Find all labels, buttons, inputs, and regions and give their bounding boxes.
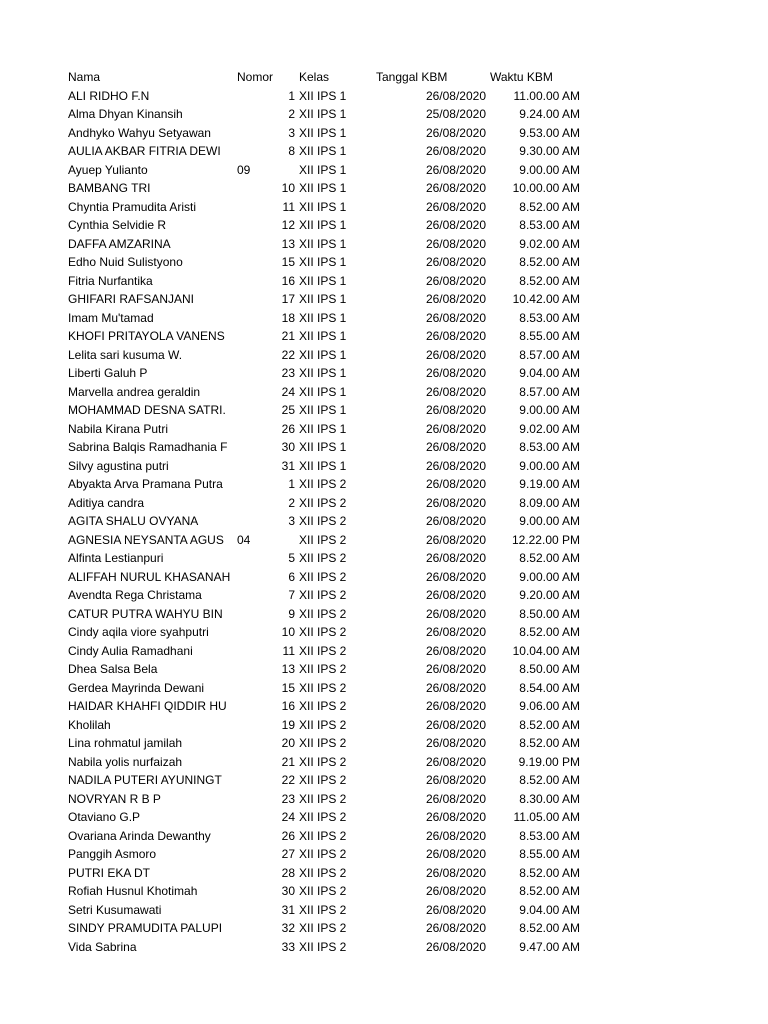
cell-kelas: XII IPS 1 (299, 162, 347, 177)
cell-tanggal: 26/08/2020 (425, 310, 486, 325)
cell-nomor: 21 (281, 754, 295, 769)
cell-tanggal: 26/08/2020 (425, 921, 486, 935)
cell-nomor: 23 (281, 366, 295, 380)
cell-nomor: 9 (288, 606, 295, 621)
cell-nama: Dhea Salsa Bela (68, 662, 158, 676)
header-waktu: Waktu KBM (490, 70, 553, 84)
cell-nama: Cynthia Selvidie R (68, 218, 167, 232)
table-row (68, 272, 588, 291)
cell-nomor: 26 (281, 421, 295, 436)
cell-tanggal: 26/08/2020 (425, 199, 486, 214)
cell-nomor: 1 (288, 477, 295, 491)
cell-waktu: 8.52.00 AM (519, 865, 580, 880)
cell-kelas: XII IPS 2 (299, 680, 347, 695)
cell-waktu: 8.09.00 AM (519, 495, 580, 510)
cell-nomor: 09 (237, 162, 251, 177)
cell-nomor: 13 (281, 662, 295, 676)
cell-nama: PUTRI EKA DT (68, 865, 151, 880)
cell-kelas: XII IPS 1 (299, 403, 347, 417)
cell-nomor: 20 (281, 736, 295, 750)
cell-nama: Setri Kusumawati (68, 902, 162, 917)
cell-nomor: 24 (281, 810, 295, 824)
cell-tanggal: 26/08/2020 (425, 366, 486, 380)
cell-nama: Ayuep Yulianto (68, 162, 148, 177)
table-row (68, 438, 588, 457)
cell-kelas: XII IPS 2 (299, 662, 347, 676)
cell-nama: Avendta Rega Christama (68, 588, 202, 602)
table-row (68, 420, 588, 439)
cell-waktu: 9.00.00 AM (519, 514, 580, 528)
cell-nomor: 23 (281, 791, 295, 806)
cell-waktu: 8.57.00 AM (519, 347, 580, 362)
cell-kelas: XII IPS 1 (299, 273, 347, 288)
cell-nama: Gerdea Mayrinda Dewani (68, 680, 205, 695)
table-row (68, 882, 588, 901)
cell-nama: HAIDAR KHAHFI QIDDIR HU (68, 699, 227, 713)
cell-kelas: XII IPS 2 (299, 495, 347, 510)
table-row (68, 198, 588, 217)
cell-nomor: 31 (281, 902, 295, 917)
cell-nama: Rofiah Husnul Khotimah (68, 884, 198, 898)
cell-tanggal: 26/08/2020 (425, 847, 486, 861)
table-row (68, 290, 588, 309)
header-nama: Nama (68, 70, 101, 84)
cell-nama: Cindy aqila viore syahputri (68, 625, 209, 639)
cell-nama: ALIFFAH NURUL KHASANAH (68, 569, 231, 584)
table-row (68, 105, 588, 124)
cell-waktu: 9.04.00 AM (519, 902, 580, 917)
header-nomor: Nomor (237, 70, 274, 84)
table-row (68, 179, 588, 198)
cell-waktu: 9.19.00 AM (519, 477, 580, 491)
cell-nomor: 33 (281, 939, 295, 954)
cell-kelas: XII IPS 2 (299, 477, 347, 491)
cell-waktu: 12.22.00 PM (511, 532, 580, 547)
cell-waktu: 11.00.00 AM (513, 88, 580, 103)
cell-nomor: 19 (281, 717, 295, 732)
cell-tanggal: 26/08/2020 (425, 292, 486, 306)
cell-nama: Lina rohmatul jamilah (68, 736, 183, 750)
cell-nomor: 11 (282, 199, 295, 214)
cell-waktu: 9.53.00 AM (519, 125, 580, 140)
cell-nama: NADILA PUTERI AYUNINGT (68, 773, 222, 787)
cell-nama: ALI RIDHO F.N (68, 88, 150, 103)
cell-nama: Edho Nuid Sulistyono (68, 255, 183, 269)
cell-nama: NOVRYAN R B P (68, 791, 161, 806)
cell-nama: Andhyko Wahyu Setyawan (68, 125, 211, 140)
cell-tanggal: 26/08/2020 (425, 828, 486, 843)
table-row (68, 771, 588, 790)
cell-tanggal: 26/08/2020 (425, 754, 486, 769)
cell-kelas: XII IPS 1 (299, 347, 347, 362)
cell-nomor: 25 (281, 403, 295, 417)
cell-nomor: 30 (281, 440, 295, 454)
cell-kelas: XII IPS 2 (299, 532, 347, 547)
table-row (68, 605, 588, 624)
table-row (68, 716, 588, 735)
table-row (68, 660, 588, 679)
cell-nomor: 18 (281, 310, 295, 325)
cell-tanggal: 26/08/2020 (425, 347, 486, 362)
cell-waktu: 9.02.00 AM (519, 236, 580, 251)
table-row (68, 753, 588, 772)
cell-tanggal: 26/08/2020 (425, 884, 486, 898)
cell-nama: Cindy Aulia Ramadhani (68, 643, 193, 658)
cell-nama: MOHAMMAD DESNA SATRI. (68, 403, 226, 417)
cell-nama: Panggih Asmoro (68, 847, 157, 861)
cell-tanggal: 26/08/2020 (425, 477, 486, 491)
cell-kelas: XII IPS 1 (299, 366, 347, 380)
table-row (68, 679, 588, 698)
table-row (68, 864, 588, 883)
cell-waktu: 8.55.00 AM (519, 847, 580, 861)
cell-tanggal: 26/08/2020 (425, 865, 486, 880)
table-row (68, 475, 588, 494)
table-row (68, 142, 588, 161)
cell-tanggal: 26/08/2020 (425, 902, 486, 917)
cell-tanggal: 26/08/2020 (425, 495, 486, 510)
cell-waktu: 8.52.00 AM (519, 736, 580, 750)
cell-nama: Chyntia Pramudita Aristi (68, 199, 197, 214)
cell-kelas: XII IPS 1 (299, 144, 347, 158)
cell-kelas: XII IPS 2 (299, 569, 347, 584)
cell-nomor: 22 (281, 773, 295, 787)
cell-nama: KHOFI PRITAYOLA VANENS (68, 329, 225, 343)
cell-waktu: 9.20.00 AM (519, 588, 580, 602)
cell-tanggal: 26/08/2020 (425, 181, 486, 195)
header-row (68, 68, 588, 87)
cell-kelas: XII IPS 1 (299, 421, 347, 436)
cell-nomor: 6 (288, 569, 295, 584)
cell-nomor: 32 (281, 921, 295, 935)
cell-waktu: 8.52.00 AM (519, 717, 580, 732)
cell-kelas: XII IPS 1 (299, 199, 347, 214)
cell-tanggal: 26/08/2020 (425, 810, 486, 824)
cell-waktu: 9.47.00 AM (519, 939, 580, 954)
cell-kelas: XII IPS 2 (299, 606, 347, 621)
cell-kelas: XII IPS 1 (299, 236, 347, 251)
cell-nama: CATUR PUTRA WAHYU BIN (68, 606, 223, 621)
cell-nomor: 28 (281, 865, 295, 880)
cell-kelas: XII IPS 1 (299, 384, 347, 399)
cell-nomor: 27 (281, 847, 295, 861)
cell-nomor: 16 (281, 699, 295, 713)
cell-kelas: XII IPS 1 (299, 107, 347, 121)
cell-tanggal: 26/08/2020 (425, 273, 486, 288)
table-row (68, 512, 588, 531)
cell-tanggal: 26/08/2020 (425, 125, 486, 140)
cell-waktu: 8.57.00 AM (519, 384, 580, 399)
cell-kelas: XII IPS 2 (299, 625, 347, 639)
cell-nama: Fitria Nurfantika (68, 273, 153, 288)
table-row (68, 790, 588, 809)
cell-nomor: 5 (288, 551, 295, 565)
cell-tanggal: 26/08/2020 (425, 421, 486, 436)
table-row (68, 401, 588, 420)
cell-nama: Nabila yolis nurfaizah (68, 754, 183, 769)
cell-nama: Alma Dhyan Kinansih (68, 107, 183, 121)
cell-nomor: 30 (281, 884, 295, 898)
cell-kelas: XII IPS 2 (299, 588, 347, 602)
cell-tanggal: 26/08/2020 (425, 625, 486, 639)
cell-kelas: XII IPS 2 (299, 514, 347, 528)
cell-tanggal: 26/08/2020 (425, 699, 486, 713)
table-row (68, 309, 588, 328)
cell-nama: Kholilah (68, 717, 111, 732)
cell-waktu: 9.00.00 AM (519, 458, 580, 473)
cell-tanggal: 26/08/2020 (425, 680, 486, 695)
cell-nomor: 31 (281, 458, 295, 473)
cell-kelas: XII IPS 1 (299, 292, 347, 306)
cell-nomor: 16 (281, 273, 295, 288)
cell-waktu: 8.52.00 AM (519, 199, 580, 214)
cell-nomor: 15 (281, 255, 295, 269)
cell-nama: Lelita sari kusuma W. (68, 347, 183, 362)
table-row (68, 734, 588, 753)
cell-nama: Nabila Kirana Putri (68, 421, 169, 436)
cell-waktu: 8.50.00 AM (519, 662, 580, 676)
header-tanggal: Tanggal KBM (376, 70, 448, 84)
cell-waktu: 8.53.00 AM (519, 440, 580, 454)
cell-tanggal: 26/08/2020 (425, 440, 486, 454)
table-row (68, 808, 588, 827)
cell-waktu: 11.05.00 AM (513, 810, 580, 824)
cell-nomor: 13 (281, 236, 295, 251)
cell-nomor: 7 (288, 588, 295, 602)
cell-tanggal: 26/08/2020 (425, 643, 486, 658)
table-row (68, 235, 588, 254)
cell-tanggal: 26/08/2020 (425, 218, 486, 232)
cell-tanggal: 26/08/2020 (425, 514, 486, 528)
cell-tanggal: 26/08/2020 (425, 939, 486, 954)
cell-kelas: XII IPS 2 (299, 810, 347, 824)
cell-waktu: 9.04.00 AM (519, 366, 580, 380)
cell-waktu: 9.19.00 PM (518, 754, 580, 769)
cell-nama: AULIA AKBAR FITRIA DEWI (68, 144, 221, 158)
cell-waktu: 9.24.00 AM (519, 107, 580, 121)
cell-kelas: XII IPS 1 (299, 310, 347, 325)
cell-nomor: 1 (288, 88, 295, 103)
cell-waktu: 8.53.00 AM (519, 310, 580, 325)
cell-waktu: 8.52.00 AM (519, 921, 580, 935)
table-row (68, 327, 588, 346)
cell-tanggal: 26/08/2020 (425, 606, 486, 621)
table-row (68, 827, 588, 846)
table-row (68, 568, 588, 587)
cell-nama: Sabrina Balqis Ramadhania F (68, 440, 228, 454)
cell-waktu: 9.00.00 AM (519, 403, 580, 417)
cell-tanggal: 26/08/2020 (425, 773, 486, 787)
cell-nomor: 2 (288, 107, 295, 121)
cell-nama: Marvella andrea geraldin (68, 384, 201, 399)
cell-nama: Alfinta Lestianpuri (68, 551, 164, 565)
cell-kelas: XII IPS 2 (299, 865, 347, 880)
cell-tanggal: 26/08/2020 (425, 458, 486, 473)
table-body (68, 87, 588, 957)
table-row (68, 124, 588, 143)
cell-waktu: 9.00.00 AM (519, 569, 580, 584)
cell-nomor: 2 (288, 495, 295, 510)
cell-nomor: 22 (281, 347, 295, 362)
table-row (68, 938, 588, 957)
cell-nomor: 21 (281, 329, 295, 343)
table-row (68, 494, 588, 513)
cell-waktu: 8.52.00 AM (519, 551, 580, 565)
cell-kelas: XII IPS 2 (299, 754, 347, 769)
cell-nama: Aditiya candra (68, 495, 145, 510)
cell-tanggal: 26/08/2020 (425, 569, 486, 584)
cell-nomor: 3 (288, 125, 295, 140)
cell-kelas: XII IPS 2 (299, 828, 347, 843)
cell-nomor: 10 (281, 625, 295, 639)
table-row (68, 901, 588, 920)
cell-nama: BAMBANG TRI (68, 181, 151, 195)
cell-nomor: 3 (288, 514, 295, 528)
cell-tanggal: 26/08/2020 (425, 162, 486, 177)
cell-waktu: 8.50.00 AM (519, 606, 580, 621)
cell-nama: Imam Mu'tamad (68, 310, 154, 325)
cell-kelas: XII IPS 2 (299, 717, 347, 732)
cell-waktu: 8.55.00 AM (519, 329, 580, 343)
cell-waktu: 9.30.00 AM (519, 144, 580, 158)
cell-nama: Ovariana Arinda Dewanthy (68, 828, 211, 843)
cell-tanggal: 26/08/2020 (425, 791, 486, 806)
cell-tanggal: 26/08/2020 (425, 662, 486, 676)
cell-waktu: 8.53.00 AM (519, 828, 580, 843)
cell-waktu: 8.52.00 AM (519, 773, 580, 787)
table-row (68, 216, 588, 235)
cell-kelas: XII IPS 1 (299, 329, 347, 343)
cell-tanggal: 26/08/2020 (425, 736, 486, 750)
cell-kelas: XII IPS 2 (299, 884, 347, 898)
cell-waktu: 9.00.00 AM (519, 162, 580, 177)
cell-waktu: 8.30.00 AM (519, 791, 580, 806)
cell-tanggal: 25/08/2020 (425, 107, 486, 121)
table-row (68, 531, 588, 550)
cell-kelas: XII IPS 2 (299, 921, 347, 935)
cell-tanggal: 26/08/2020 (425, 236, 486, 251)
cell-kelas: XII IPS 1 (299, 458, 347, 473)
table-row (68, 253, 588, 272)
table-row (68, 383, 588, 402)
table-row (68, 697, 588, 716)
cell-kelas: XII IPS 2 (299, 791, 347, 806)
cell-nama: Silvy agustina putri (68, 458, 169, 473)
cell-nama: AGITA SHALU OVYANA (68, 514, 199, 528)
table-row (68, 549, 588, 568)
table-row (68, 586, 588, 605)
cell-tanggal: 26/08/2020 (425, 144, 486, 158)
table-row (68, 642, 588, 661)
table-row (68, 457, 588, 476)
cell-waktu: 8.52.00 AM (519, 625, 580, 639)
cell-tanggal: 26/08/2020 (425, 255, 486, 269)
cell-waktu: 10.42.00 AM (512, 292, 580, 306)
table-row (68, 919, 588, 938)
cell-tanggal: 26/08/2020 (425, 588, 486, 602)
cell-waktu: 10.04.00 AM (512, 643, 580, 658)
cell-waktu: 8.52.00 AM (519, 273, 580, 288)
attendance-sheet (68, 68, 588, 956)
table-row (68, 623, 588, 642)
cell-nama: Liberti Galuh P (68, 366, 148, 380)
cell-kelas: XII IPS 2 (299, 699, 347, 713)
cell-waktu: 8.52.00 AM (519, 884, 580, 898)
cell-waktu: 9.02.00 AM (519, 421, 580, 436)
cell-kelas: XII IPS 2 (299, 736, 347, 750)
cell-kelas: XII IPS 1 (299, 218, 347, 232)
cell-tanggal: 26/08/2020 (425, 403, 486, 417)
cell-kelas: XII IPS 2 (299, 939, 347, 954)
cell-nama: AGNESIA NEYSANTA AGUS (68, 532, 224, 547)
cell-tanggal: 26/08/2020 (425, 551, 486, 565)
cell-kelas: XII IPS 1 (299, 88, 347, 103)
cell-nomor: 24 (281, 384, 295, 399)
cell-nama: SINDY PRAMUDITA PALUPI (68, 921, 223, 935)
cell-tanggal: 26/08/2020 (425, 384, 486, 399)
cell-nama: GHIFARI RAFSANJANI (68, 292, 195, 306)
cell-kelas: XII IPS 2 (299, 551, 347, 565)
cell-kelas: XII IPS 1 (299, 440, 347, 454)
cell-waktu: 10.00.00 AM (512, 181, 580, 195)
cell-waktu: 8.54.00 AM (519, 680, 580, 695)
cell-waktu: 8.52.00 AM (519, 255, 580, 269)
cell-nama: DAFFA AMZARINA (68, 236, 171, 251)
cell-tanggal: 26/08/2020 (425, 329, 486, 343)
cell-tanggal: 26/08/2020 (425, 88, 486, 103)
header-kelas: Kelas (299, 70, 330, 84)
cell-nomor: 12 (281, 218, 295, 232)
cell-kelas: XII IPS 1 (299, 255, 347, 269)
table-row (68, 364, 588, 383)
cell-kelas: XII IPS 2 (299, 902, 347, 917)
cell-kelas: XII IPS 1 (299, 125, 347, 140)
cell-nomor: 10 (281, 181, 295, 195)
table-row (68, 161, 588, 180)
cell-waktu: 9.06.00 AM (519, 699, 580, 713)
cell-tanggal: 26/08/2020 (425, 532, 486, 547)
cell-kelas: XII IPS 2 (299, 773, 347, 787)
table-row (68, 845, 588, 864)
cell-nomor: 8 (288, 144, 295, 158)
cell-tanggal: 26/08/2020 (425, 717, 486, 732)
cell-nama: Vida Sabrina (68, 939, 137, 954)
cell-nomor: 26 (281, 828, 295, 843)
table-row (68, 87, 588, 106)
cell-kelas: XII IPS 2 (299, 643, 347, 658)
cell-kelas: XII IPS 2 (299, 847, 347, 861)
cell-nama: Abyakta Arva Pramana Putra (68, 477, 223, 491)
cell-waktu: 8.53.00 AM (519, 218, 580, 232)
cell-nama: Otaviano G.P (68, 810, 141, 824)
cell-kelas: XII IPS 1 (299, 181, 347, 195)
table-row (68, 346, 588, 365)
cell-nomor: 15 (281, 680, 295, 695)
cell-nomor: 17 (281, 292, 295, 306)
cell-nomor: 11 (282, 643, 295, 658)
cell-nomor: 04 (237, 532, 251, 547)
